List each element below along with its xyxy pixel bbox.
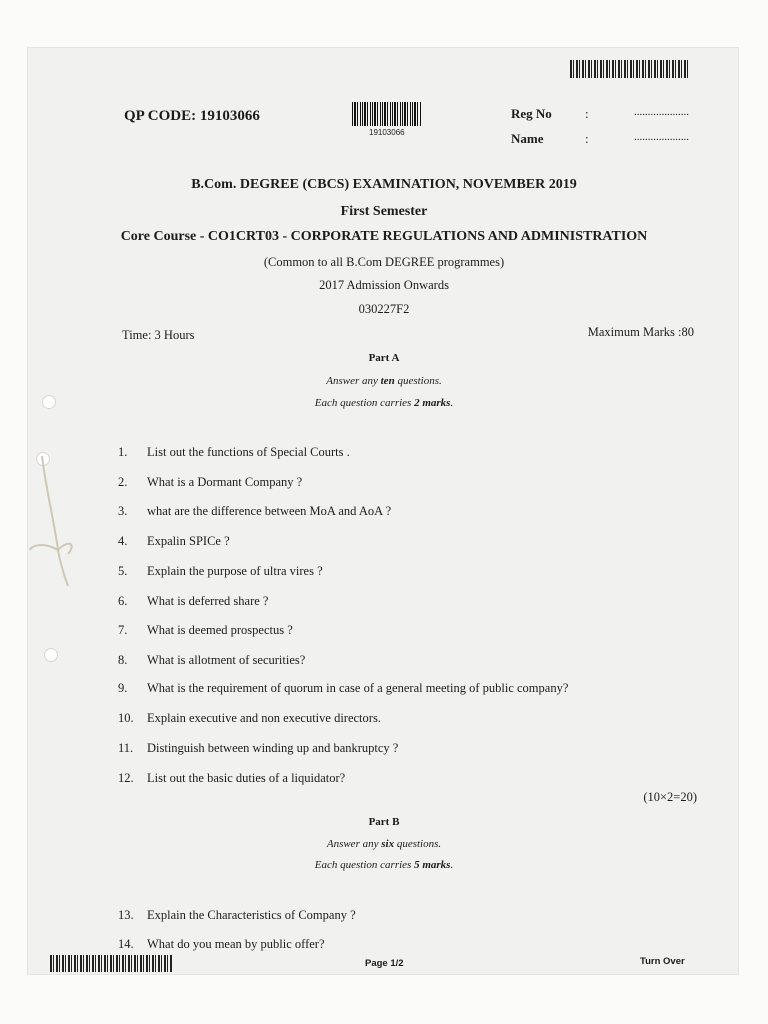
barcode-icon <box>352 102 422 126</box>
reg-no-field: .................... <box>634 106 689 118</box>
part-a-total: (10×2=20) <box>643 790 697 804</box>
reg-no-colon: : <box>585 106 589 121</box>
punch-hole <box>44 648 58 662</box>
course-title: Core Course - CO1CRT03 - CORPORATE REGULATIONS AND ADMINISTRATION <box>120 229 648 244</box>
semester: First Semester <box>340 204 428 219</box>
part-a-marks-note: Each question carries 2 marks. <box>314 397 454 409</box>
name-label: Name <box>511 131 544 146</box>
part-a-title: Part A <box>368 352 400 364</box>
max-marks: Maximum Marks :80 <box>587 325 694 339</box>
turn-over-note: Turn Over <box>640 956 685 967</box>
barcode-number: 19103066 <box>369 128 405 137</box>
admission: 2017 Admission Onwards <box>319 278 449 292</box>
binding-string-icon <box>24 450 84 590</box>
name-colon: : <box>585 131 589 146</box>
top-qr-strip-icon <box>570 60 690 78</box>
footer-qr-strip-icon <box>50 955 172 972</box>
page-number: Page 1/2 <box>365 958 404 969</box>
part-a-instruction: Answer any ten questions. <box>326 375 442 387</box>
part-b-marks-note: Each question carries 5 marks. <box>314 859 454 871</box>
paper-code: 030227F2 <box>358 302 410 316</box>
reg-no-label: Reg No <box>511 106 552 121</box>
name-field: .................... <box>634 131 689 143</box>
common-note: (Common to all B.Com DEGREE programmes) <box>263 255 505 269</box>
qp-code: QP CODE: 19103066 <box>124 108 260 124</box>
part-b-instruction: Answer any six questions. <box>326 838 442 850</box>
exam-title: B.Com. DEGREE (CBCS) EXAMINATION, NOVEMBER 2019 <box>191 177 577 192</box>
part-b-title: Part B <box>368 816 400 828</box>
time-allowed: Time: 3 Hours <box>122 328 195 342</box>
